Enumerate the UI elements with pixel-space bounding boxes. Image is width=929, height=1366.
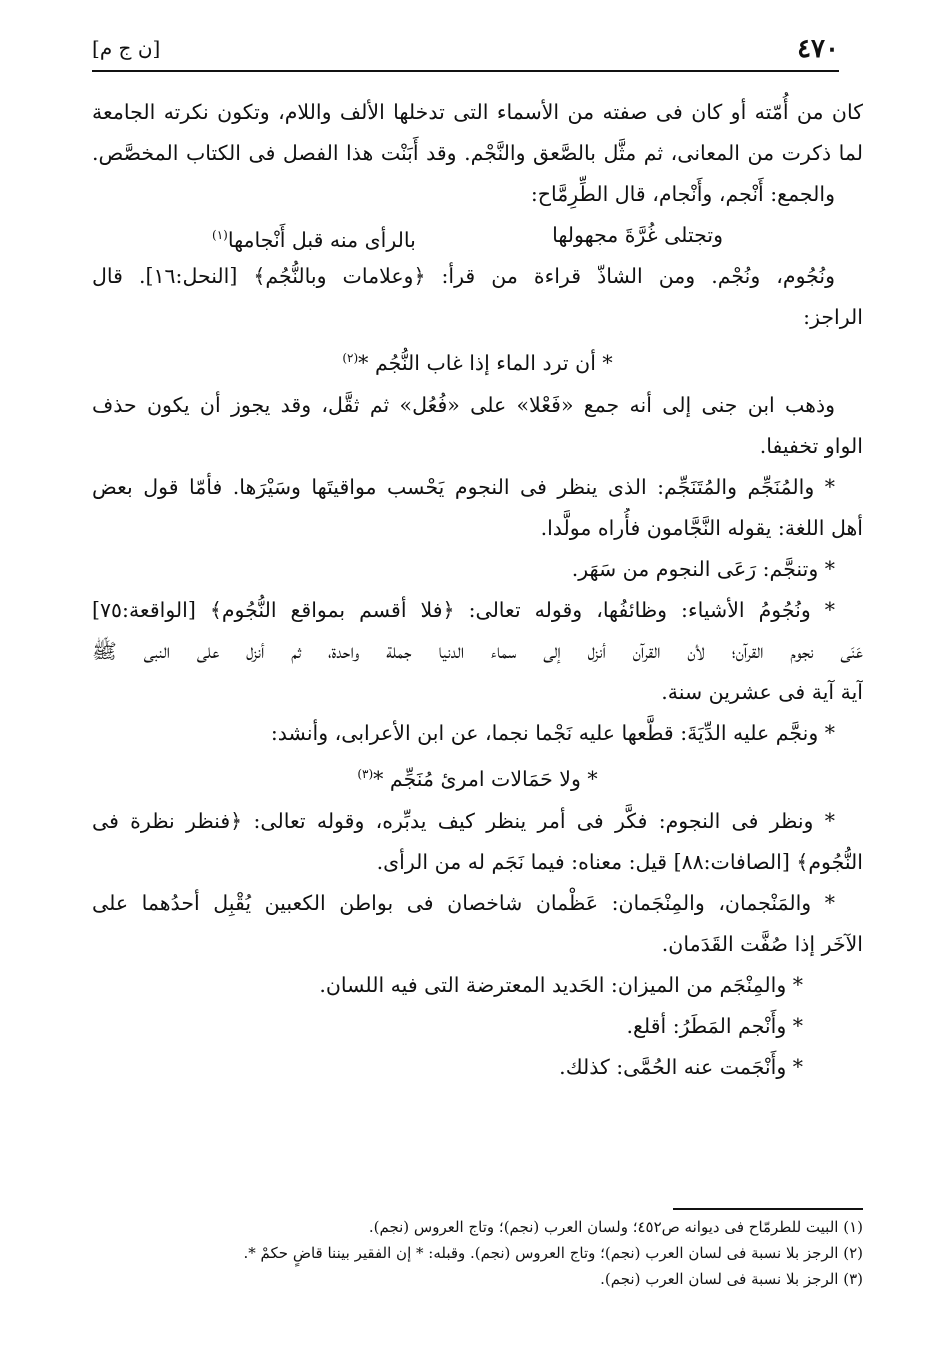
footnote-rule [673, 1208, 863, 1210]
text-line: الواو تخفيفا. [759, 434, 863, 458]
text-line: آية آية فى عشرين سنة. [661, 680, 863, 704]
text-line: عَنَى نجوم القرآن؛ لأن القرآن أنزل إلى سماء الدنيا جملة واحدة، ثم أنزل على النبى ﷺ [92, 639, 863, 663]
text-line: * وأَنْجَمت عنه الحُمَّى: كذلك. [559, 1055, 803, 1079]
text-line: أهل اللغة: يقوله النَّجَّامون فأُراه مولَّدا. [540, 516, 863, 540]
verse-hemistich-second: بالرأى منه قبل أَنْجامها$^{(١)}$ [212, 227, 416, 252]
text-line: الراجز: [803, 305, 863, 329]
page-header [92, 30, 839, 68]
footnotes [92, 1214, 863, 1292]
text-line: * وأَنْجم المَطَرُ: أقلع. [626, 1014, 803, 1038]
text-line: * والمِنْجَم من الميزان: الحَديد المعترضة التى فيه اللسان. [319, 973, 803, 997]
header-rule [92, 70, 839, 72]
page-number: ٤٧٠ [797, 34, 839, 64]
text-line: والجمع: أَنْجم، وأَنْجام، قال الطِّرِمَّاح: [530, 182, 835, 206]
text-line: * ونجَّم عليه الدِّيَةَ: قطَّعها عليه نَجْما نجما، عن ابن الأعرابى، وأنشد: [270, 721, 835, 745]
rajaz-line: * أن ترد الماء إذا غاب النُّجُم *$^{(٢)}$ [342, 350, 613, 375]
text-line: النُّجُوم﴾ [الصافات:٨٨] قيل: معناه: فيما نَجَم له من الرأى. [376, 850, 863, 874]
verse-hemistich-first: وتجتلى غُرَّةَ مجهولها [552, 223, 723, 247]
text-line: لما ذكرت من المعانى، ثم مثَّل بالصَّعق والنَّجْم. وقد أَبَنْت هذا الفصل فى الكتاب المخصَّص. [92, 141, 863, 165]
text-line: * ونُجُومُ الأشياء: وظائفُها، وقوله تعالى: ﴿فلا أقسم بمواقع النُّجُوم﴾ [الواقعة:٧٥] [92, 598, 835, 622]
text-line: كان من أُمّته أو كان فى صفته من الأسماء التى تدخلها الألف واللام، وتكون نكرته الجامعة [92, 100, 863, 124]
poetry-verse [92, 215, 863, 256]
text-line: الآخَر إذا صُفَّت القَدَمان. [661, 932, 863, 956]
main-text [92, 92, 863, 1088]
text-line: وذهب ابن جنى إلى أنه جمع «فَعْلا» على «فُعُل» ثم ثقَّل، وقد يجوز أن يكون حذف [92, 393, 835, 417]
text-line: * والمَنْجمان، والمِنْجَمان: عَظْمان شاخصان فى بواطن الكعبين يُقْبِل أحدُهما على [92, 891, 835, 915]
text-line: * والمُنَجِّم والمُتَنَجِّم: الذى ينظر فى النجوم يَحْسب مواقيتَها وسَيْرَها. فأمّا قول بعض [92, 475, 835, 499]
footnote-3: (٣) الرجز بلا نسبة فى لسان العرب (نجم). [600, 1270, 863, 1288]
footnote-2: (٢) الرجز بلا نسبة فى لسان العرب (نجم)؛ وتاج العروس (نجم). وقبله: * إن الفقير بيننا قاضٍ حكمْ *. [243, 1244, 863, 1262]
text-line: * ونظر فى النجوم: فكَّر فى أمر ينظر كيف يدبِّره، وقوله تعالى: ﴿فنظر نظرة فى [92, 809, 835, 833]
footnote-marker: (٣) [357, 767, 374, 781]
footnote-1: (١) البيت للطرمّاح فى ديوانه ص٤٥٢؛ ولسان العرب (نجم)؛ وتاج العروس (نجم). [368, 1218, 863, 1236]
rajaz-line: * ولا حَمَالات امرئ مُنَجِّم *$^{(٣)}$ [357, 766, 598, 791]
text-line: ونُجُوم، ونُجْم. ومن الشاذّ قراءة من قرأ: ﴿وعلامات وبالنُّجُم﴾ [النحل:١٦]. قال [92, 264, 835, 288]
footnote-marker: (١) [212, 228, 228, 242]
text-line: * وتنجَّم: رَعَى النجوم من سَهَر. [571, 557, 835, 581]
root-tag: [ن ج م] [92, 36, 161, 60]
footnote-marker: (٢) [342, 351, 359, 365]
